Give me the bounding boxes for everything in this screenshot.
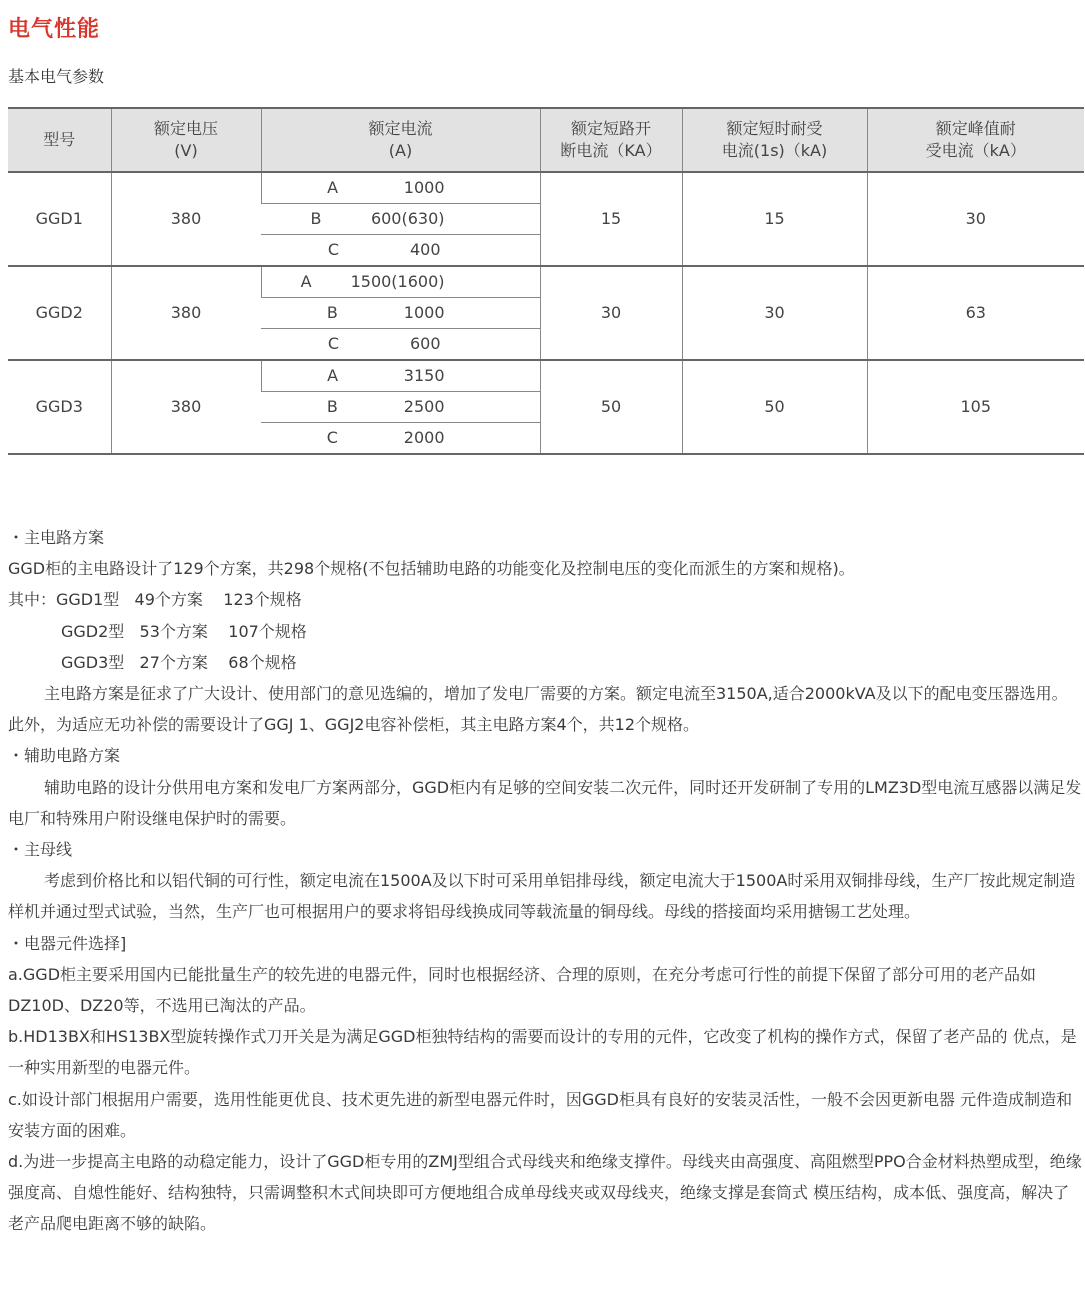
- paragraph: 辅助电路的设计分供用电方案和发电厂方案两部分，GGD柜内有足够的空间安装二次元件，同时还开发研制了专用的LMZ3D型电流互感器以满足发电厂和特殊用户附设继电保护时的需要。: [8, 777, 1082, 828]
- electrical-params-table: [8, 107, 1084, 455]
- header-short-time-current: 额定短时耐受 电流(1s)（kA): [682, 108, 867, 172]
- table-row: [8, 360, 1084, 392]
- cell-break-current: 15: [540, 172, 682, 266]
- cell-current: B 1000: [261, 298, 540, 329]
- bullet-heading-aux-circuit: ・辅助电路方案: [8, 746, 121, 766]
- cell-peak-current: 63: [867, 266, 1084, 360]
- paragraph: b.HD13BX和HS13BX型旋转操作式刀开关是为满足GGD柜独特结构的需要而设计的专用的元件，它改变了机构的操作方式，保留了老产品的 优点，是一种实用新型的电器元件。: [8, 1027, 1077, 1078]
- cell-peak-current: 105: [867, 360, 1084, 454]
- header-model: 型号: [8, 108, 111, 172]
- cell-voltage: 380: [111, 172, 261, 266]
- cell-model: GGD2: [8, 266, 111, 360]
- cell-current: A 3150: [261, 360, 540, 392]
- header-current: 额定电流 (A): [261, 108, 540, 172]
- header-break-current: 额定短路开 断电流（KA）: [540, 108, 682, 172]
- cell-current: C 600: [261, 329, 540, 361]
- cell-voltage: 380: [111, 360, 261, 454]
- paragraph: 考虑到价格比和以铝代铜的可行性，额定电流在1500A及以下时可采用单铝排母线，额定电流大于1500A时采用双铜排母线，生产厂按此规定制造样机并通过型式试验，当然，生产厂也可根据用户的要求将铝母线换成同等载流量的铜母线。母线的搭接面均采用搪锡工艺处理。: [8, 871, 1076, 922]
- paragraph: 主电路方案是征求了广大设计、使用部门的意见选编的，增加了发电厂需要的方案。额定电流至3150A,适合2000kVA及以下的配电变压器选用。此外，为适应无功补偿的需要设计了GGJ 1、GGJ2电容补偿柜，其主电路方案4个，共12个规格。: [8, 684, 1068, 735]
- bullet-heading-main-circuit: ・主电路方案: [8, 528, 105, 547]
- table-row: [8, 172, 1084, 204]
- bullet-heading-busbar: ・主母线: [8, 840, 73, 860]
- paragraph: d.为进一步提高主电路的动稳定能力，设计了GGD柜专用的ZMJ型组合式母线夹和绝缘支撑件。母线夹由高强度、高阻燃型PPO合金材料热塑成型，绝缘强度高、自熄性能好、结构独特，只需调整积木式间块即可方便地组合成单母线夹或双母线夹，绝缘支撑是套筒式 模压结构，成本低、强度高，解决了老产品爬电距离不够的缺陷。: [8, 1152, 1082, 1234]
- paragraph: 其中：GGD1型 49个方案 123个规格: [8, 590, 302, 610]
- cell-current: B 2500: [261, 392, 540, 423]
- cell-short-time-current: 15: [682, 172, 867, 266]
- paragraph: a.GGD柜主要采用国内已能批量生产的较先进的电器元件，同时也根据经济、合理的原则，在充分考虑可行性的前提下保留了部分可用的老产品如DZ10D、DZ20等，不选用已淘汰的产品。: [8, 964, 1037, 1016]
- description-body: [8, 522, 1083, 1240]
- cell-break-current: 30: [540, 266, 682, 360]
- paragraph: GGD2型 53个方案 107个规格: [61, 621, 307, 641]
- bullet-heading-components: ・电器元件选择]: [8, 933, 127, 953]
- table-row: [8, 266, 1084, 298]
- cell-current: A 1000: [261, 172, 540, 204]
- header-voltage: 额定电压 (V): [111, 108, 261, 172]
- cell-short-time-current: 30: [682, 266, 867, 360]
- paragraph: GGD3型 27个方案 68个规格: [61, 652, 297, 672]
- cell-current: A 1500(1600): [261, 266, 540, 298]
- cell-break-current: 50: [540, 360, 682, 454]
- cell-model: GGD3: [8, 360, 111, 454]
- paragraph: GGD柜的主电路设计了129个方案，共298个规格(不包括辅助电路的功能变化及控制电压的变化而派生的方案和规格)。: [8, 559, 855, 579]
- cell-model: GGD1: [8, 172, 111, 266]
- table-header-row: [8, 108, 1084, 172]
- header-peak-current: 额定峰值耐 受电流（kA）: [867, 108, 1084, 172]
- cell-short-time-current: 50: [682, 360, 867, 454]
- cell-current: C 400: [261, 235, 540, 267]
- cell-current: C 2000: [261, 423, 540, 455]
- section-title: 电气性能: [8, 17, 101, 42]
- cell-peak-current: 30: [867, 172, 1084, 266]
- table-caption: 基本电气参数: [8, 67, 105, 86]
- cell-voltage: 380: [111, 266, 261, 360]
- cell-current: B 600(630): [261, 204, 540, 235]
- paragraph: c.如设计部门根据用户需要，选用性能更优良、技术更先进的新型电器元件时，因GGD柜具有良好的安装灵活性，一般不会因更新电器 元件造成制造和安装方面的困难。: [8, 1089, 1073, 1140]
